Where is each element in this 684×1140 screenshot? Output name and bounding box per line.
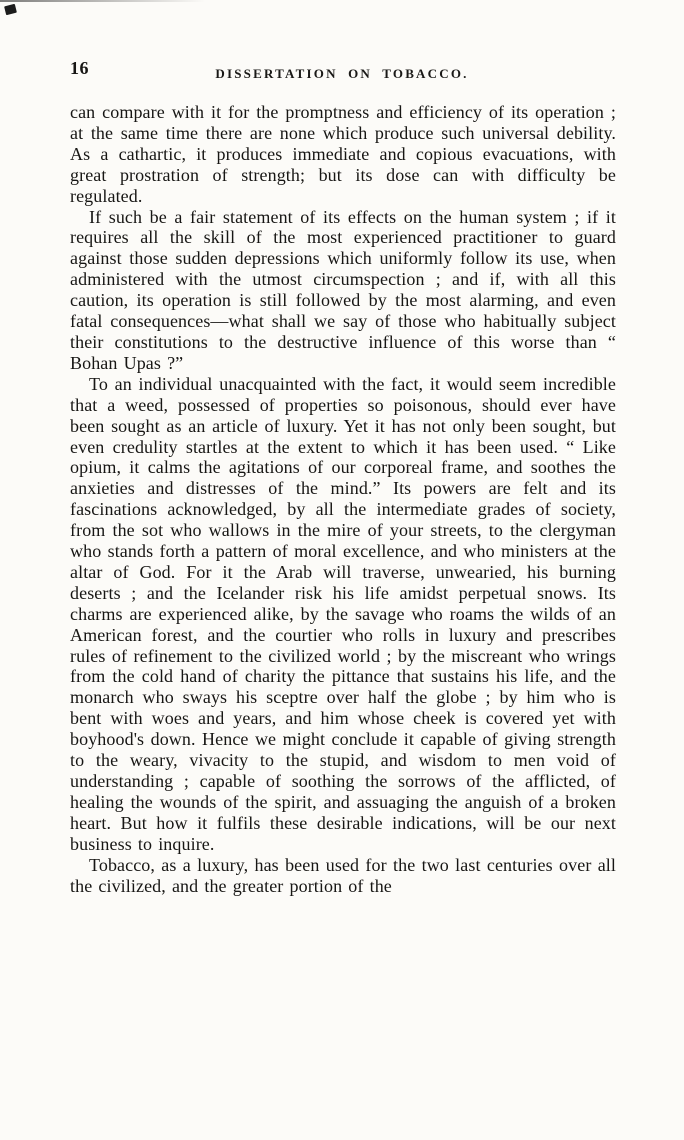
paragraph: Tobacco, as a luxury, has been used for the two last centuries over all the civilized, and the greater portion of the	[70, 854, 616, 896]
page-number: 16	[70, 58, 89, 78]
paragraph: can compare with it for the promptness and efficiency of its operation ; at the same time there are none which produce such universal debility. As a cathartic, it produces immediate and copious evacuations, with great prostration of strength; but its dose can with difficulty be regulated.	[70, 102, 616, 206]
paragraph: If such be a fair statement of its effects on the human system ; if it requires all the skill of the most experienced practitioner to guard against those sudden depressions which uniformly follow its use, when administered with the utmost circumspection ; and if, with all this caution, its operation is still followed by the most alarming, and even fatal consequences—what shall we say of those who habitually subject their constitutions to the destructive influence of this worse than “ Bohan Upas ?”	[70, 206, 616, 373]
page-header	[0, 0, 684, 88]
running-header-title: DISSERTATION ON TOBACCO.	[215, 66, 469, 81]
page-body	[0, 88, 684, 896]
paragraph: To an individual unacquainted with the fact, it would seem incredible that a weed, possessed of properties so poisonous, should ever have been sought as an article of luxury. Yet it has not only been sought, but even credulity startles at the extent to which it has been used. “ Like opium, it calms the agitations of our corporeal frame, and soothes the anxieties and distresses of the mind.” Its powers are felt and its fascinations acknowledged, by all the intermediate grades of society, from the sot who wallows in the mire of your streets, to the clergyman who stands forth a pattern of moral excellence, and who ministers at the altar of God. For it the Arab will traverse, unwearied, his burning deserts ; and the Icelander risk his life amidst perpetual snows. Its charms are experienced alike, by the savage who roams the wilds of an American forest, and the courtier who rolls in luxury and prescribes rules of refinement to the civilized world ; by the miscreant who wrings from the cold hand of charity the pittance that sustains his life, and the monarch who sways his sceptre over half the globe ; by him who is bent with woes and years, and him whose cheek is covered yet with boyhood's down. Hence we might conclude it capable of giving strength to the weary, vivacity to the stupid, and wisdom to men void of understanding ; capable of soothing the sorrows of the afflicted, of healing the wounds of the spirit, and assuaging the anguish of a broken heart. But how it fulfils these desirable indications, will be our next business to inquire.	[70, 373, 616, 854]
